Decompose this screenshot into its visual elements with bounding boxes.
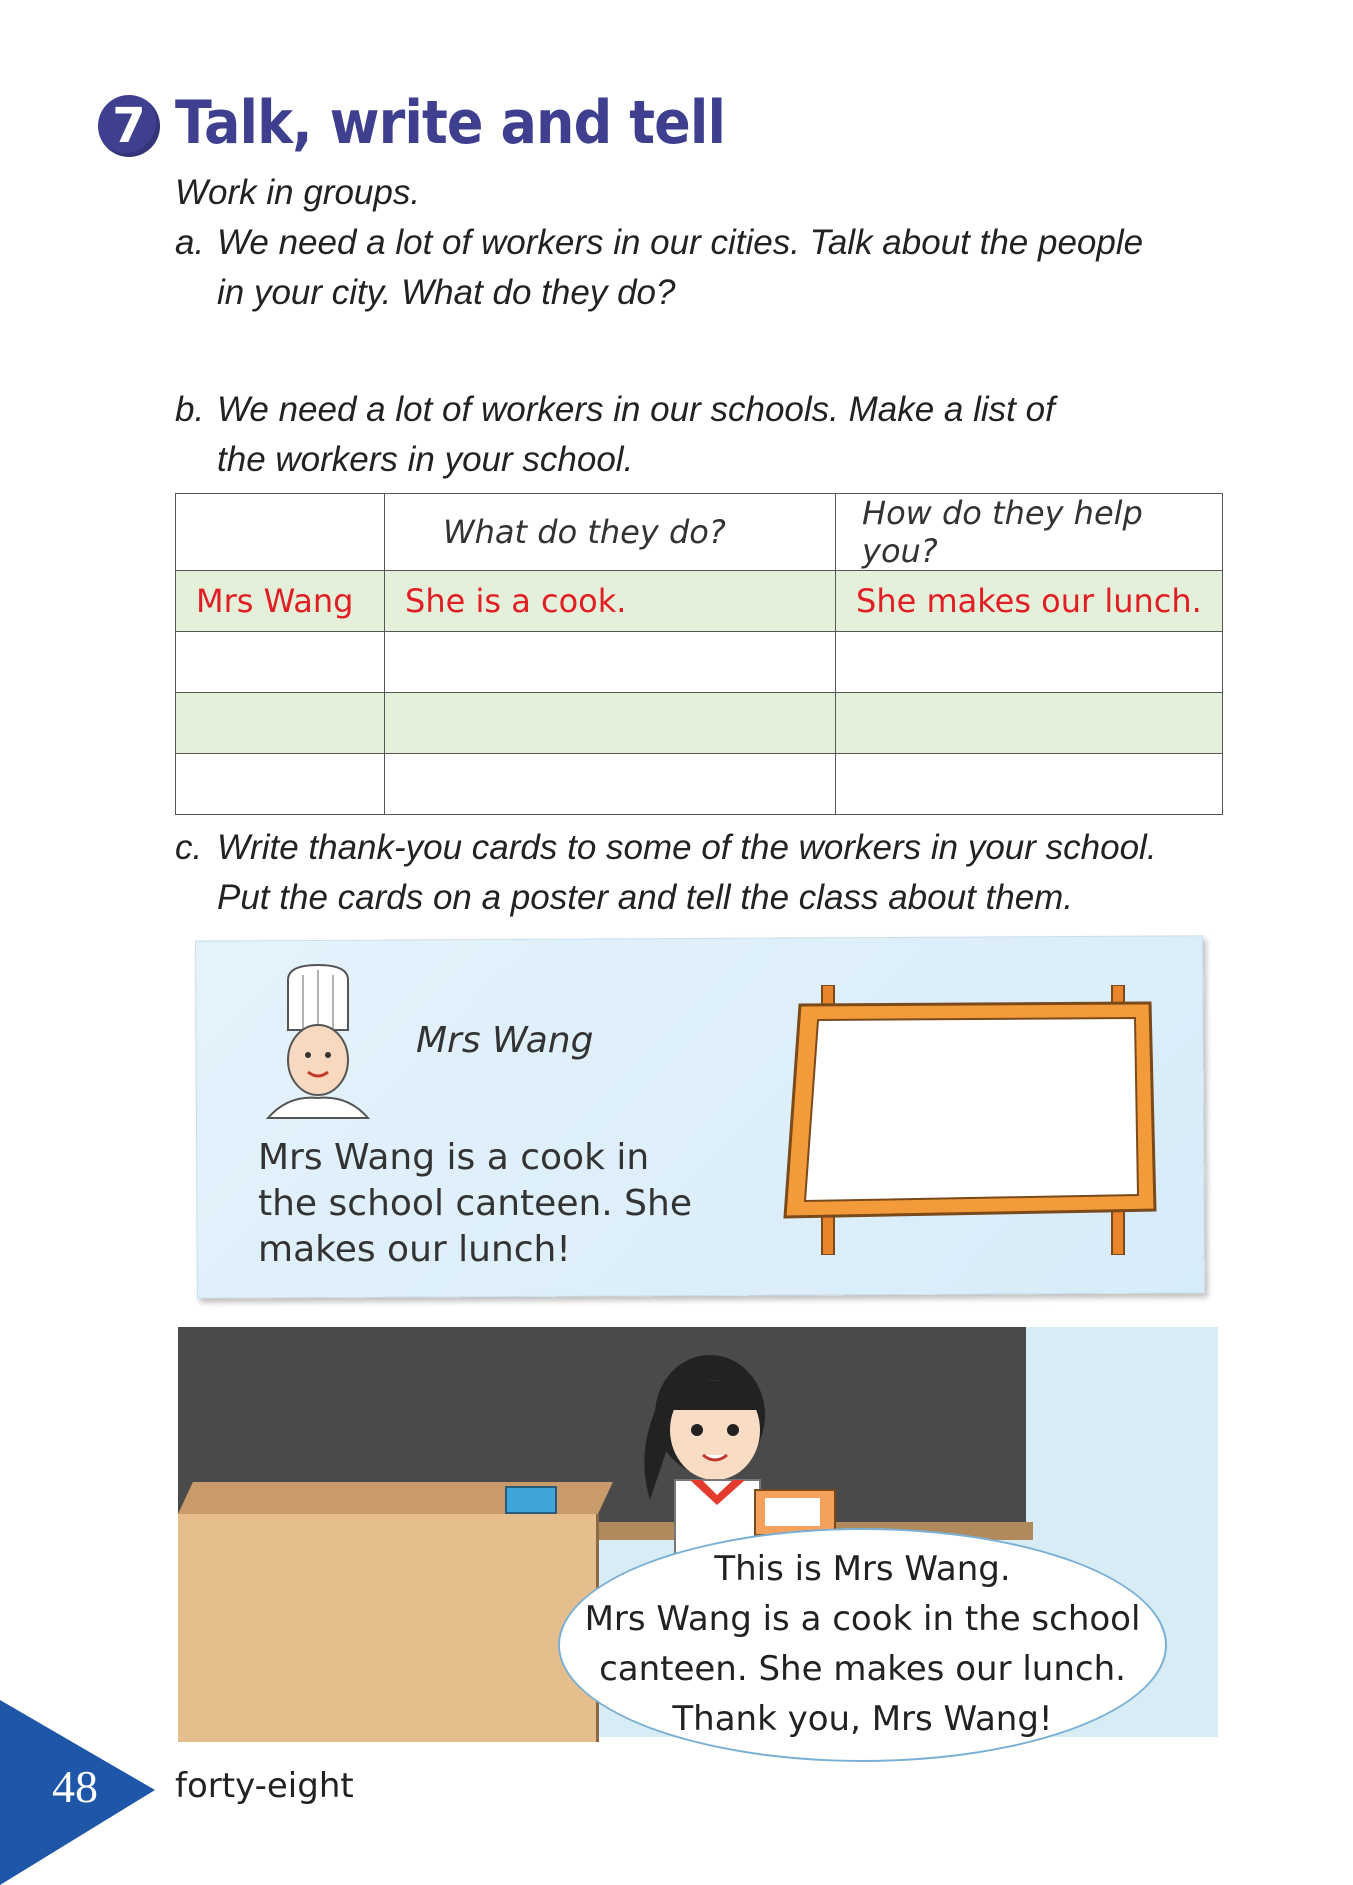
table-row <box>176 693 1223 754</box>
item-a <box>175 218 1255 318</box>
speech-line: canteen. She makes our lunch. <box>599 1649 1126 1689</box>
table-row <box>176 632 1223 693</box>
table-row <box>176 754 1223 815</box>
table-cell: She makes our lunch. <box>836 571 1223 632</box>
speech-line: This is Mrs Wang. <box>714 1549 1011 1589</box>
speech-line: Thank you, Mrs Wang! <box>672 1699 1053 1739</box>
table-row <box>176 571 1223 632</box>
item-b-line1: We need a lot of workers in our schools. Make a list of <box>217 390 1055 429</box>
item-a-line2: in your city. What do they do? <box>217 273 676 312</box>
card-text: Mrs Wang is a cook in the school canteen. She makes our lunch! <box>258 1137 692 1270</box>
table-cell[interactable] <box>176 693 385 754</box>
table-cell[interactable] <box>836 754 1223 815</box>
table-cell[interactable] <box>176 632 385 693</box>
item-a-marker: a. <box>175 223 205 262</box>
table-header-row <box>176 494 1223 571</box>
table-cell[interactable] <box>836 693 1223 754</box>
teacher-desk <box>178 1514 599 1742</box>
table-header-cell <box>176 494 385 571</box>
table-cell[interactable] <box>176 754 385 815</box>
item-c-marker: c. <box>175 828 203 867</box>
table-cell: She is a cook. <box>385 571 836 632</box>
table-cell[interactable] <box>836 632 1223 693</box>
page-number: 48 <box>52 1761 98 1812</box>
chef-illustration <box>258 960 378 1120</box>
item-c <box>175 823 1275 923</box>
card-name: Mrs Wang <box>416 1020 594 1061</box>
item-b-line2: the workers in your school. <box>217 440 634 479</box>
item-c-line2: Put the cards on a poster and tell the class about them. <box>217 878 1074 917</box>
poster-board-illustration <box>760 985 1160 1255</box>
section-number-badge: 7 <box>98 95 160 157</box>
table-cell[interactable] <box>385 754 836 815</box>
book-on-desk <box>505 1486 557 1514</box>
worker-table <box>175 493 1223 815</box>
table-header-cell: What do they do? <box>385 494 836 571</box>
item-b <box>175 385 1255 485</box>
instruction-text: Work in groups. <box>175 173 421 212</box>
table-cell[interactable] <box>385 632 836 693</box>
table-header-cell: How do they help you? <box>836 494 1223 571</box>
girl-illustration <box>615 1330 865 1560</box>
table-cell: Mrs Wang <box>176 571 385 632</box>
item-c-line1: Write thank-you cards to some of the workers in your school. <box>217 828 1157 867</box>
item-a-line1: We need a lot of workers in our cities. Talk about the people <box>217 223 1144 262</box>
item-b-marker: b. <box>175 390 205 429</box>
section-title: Talk, write and tell <box>175 88 726 158</box>
speech-bubble-text <box>570 1544 1155 1744</box>
page-number-words: forty-eight <box>175 1766 354 1806</box>
speech-line: Mrs Wang is a cook in the school <box>584 1599 1141 1639</box>
table-cell[interactable] <box>385 693 836 754</box>
